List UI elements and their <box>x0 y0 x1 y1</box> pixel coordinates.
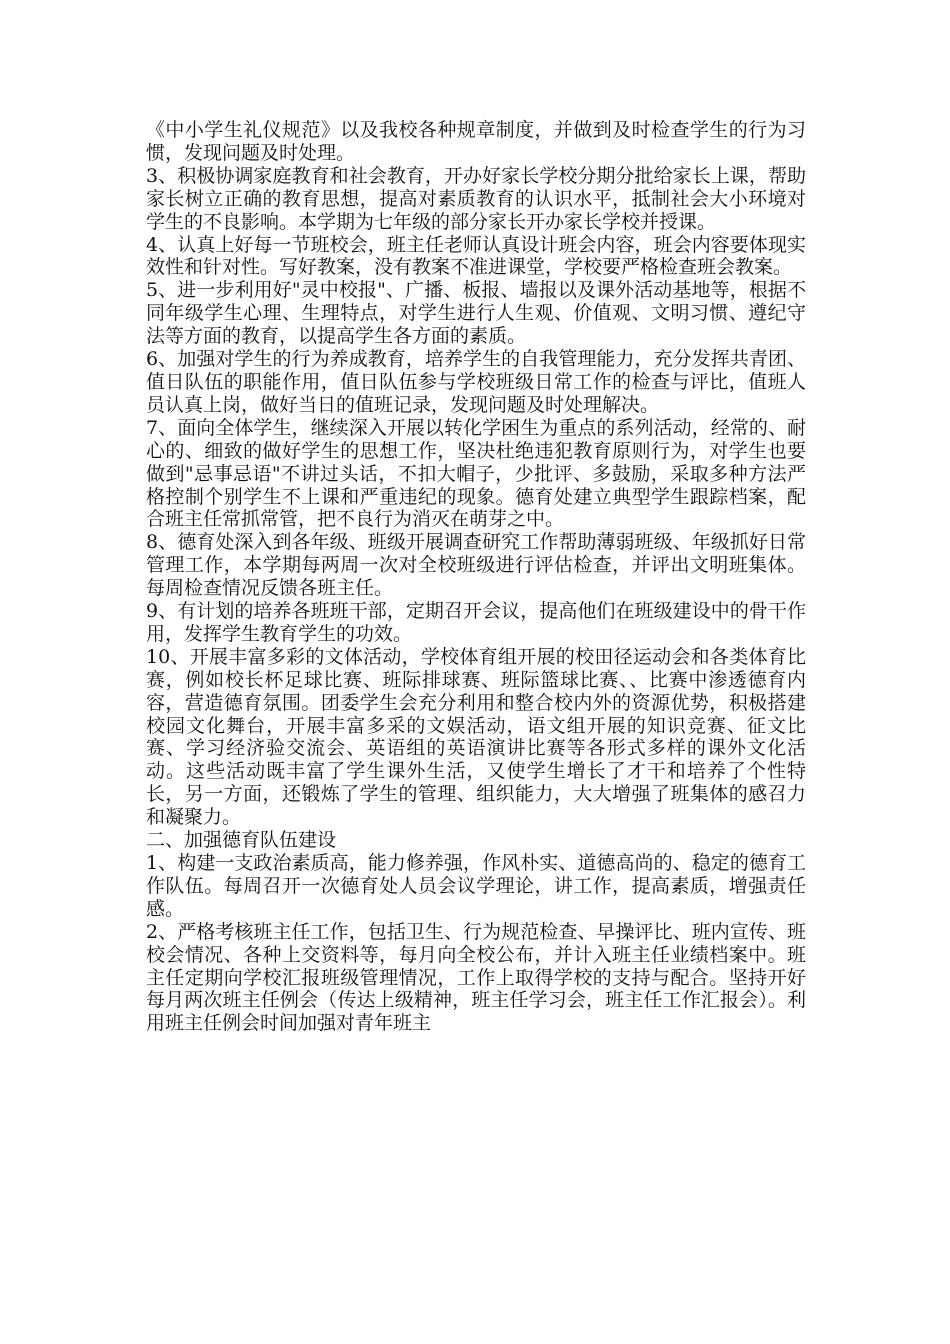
paragraph-item-9: 9、有计划的培养各班班干部，定期召开会议，提高他们在班级建设中的骨干作用，发挥学生教育学生的功效。 <box>146 600 806 645</box>
paragraph-item-7: 7、面向全体学生，继续深入开展以转化学困生为重点的系列活动，经常的、耐心的、细致的做好学生的思想工作，坚决杜绝违犯教育原则行为，对学生也要做到"忌事忌语"不讲过头话，不扣大帽子，少批评、多鼓励，采取多种方法严格控制个别学生不上课和严重违纪的现象。德育处建立典型学生跟踪档案，配合班主任常抓常管，把不良行为消灭在萌芽之中。 <box>146 416 806 531</box>
paragraph-item-3: 3、积极协调家庭教育和社会教育，开办好家长学校分期分批给家长上课，帮助家长树立正确的教育思想，提高对素质教育的认识水平，抵制社会大小环境对学生的不良影响。本学期为七年级的部分家长开办家长学校并授课。 <box>146 164 806 233</box>
paragraph-item-4: 4、认真上好每一节班校会，班主任老师认真设计班会内容，班会内容要体现实效性和针对性。写好教案，没有教案不准进课堂，学校要严格检查班会教案。 <box>146 233 806 279</box>
paragraph-section2-item-2: 2、严格考核班主任工作，包括卫生、行为规范检查、早操评比、班内宣传、班校会情况、各种上交资料等，每月向全校公布，并计入班主任业绩档案中。班主任定期向学校汇报班级管理情况，工作上取得学校的支持与配合。坚持开好每月两次班主任例会（传达上级精神，班主任学习会，班主任工作汇报会）。利用班主任例会时间加强对青年班主 <box>146 920 806 1035</box>
section-heading-two: 二、加强德育队伍建设 <box>146 829 337 852</box>
document-body <box>146 119 806 1035</box>
paragraph-item-8: 8、德育处深入到各年级、班级开展调查研究工作帮助薄弱班级、年级抓好日常管理工作，本学期每两周一次对全校班级进行评估检查，并评出文明班集体。每周检查情况反馈各班主任。 <box>146 531 806 600</box>
paragraph-item-6: 6、加强对学生的行为养成教育，培养学生的自我管理能力，充分发挥共青团、值日队伍的职能作用，值日队伍参与学校班级日常工作的检查与评比，值班人员认真上岗，做好当日的值班记录，发现问题及时处理解决。 <box>146 348 806 416</box>
paragraph-section2-item-1: 1、构建一支政治素质高，能力修养强，作风朴实、道德高尚的、稳定的德育工作队伍。每周召开一次德育处人员会议学理论，讲工作，提高素质，增强责任感。 <box>146 852 806 920</box>
paragraph-intro-continuation: 《中小学生礼仪规范》以及我校各种规章制度，并做到及时检查学生的行为习惯，发现问题及时处理。 <box>146 119 806 164</box>
paragraph-item-10: 10、开展丰富多彩的文体活动，学校体育组开展的校田径运动会和各类体育比赛，例如校长杯足球比赛、班际排球赛、班际篮球比赛、、比赛中渗透德育内容，营造德育氛围。团委学生会充分利用和整合校内外的资源优势，积极搭建校园文化舞台，开展丰富多采的文娱活动，语文组开展的知识竞赛、征文比赛、学习经济验交流会、英语组的英语演讲比赛等各形式多样的课外文化活动。这些活动既丰富了学生课外生活，又使学生增长了才干和培养了个性特长，另一方面，还锻炼了学生的管理、组织能力，大大增强了班集体的感召力和凝聚力。 <box>146 645 806 829</box>
paragraph-item-5: 5、进一步利用好"灵中校报"、广播、板报、墙报以及课外活动基地等，根据不同年级学生心理、生理特点，对学生进行人生观、价值观、文明习惯、遵纪守法等方面的教育，以提高学生各方面的素质。 <box>146 279 806 348</box>
